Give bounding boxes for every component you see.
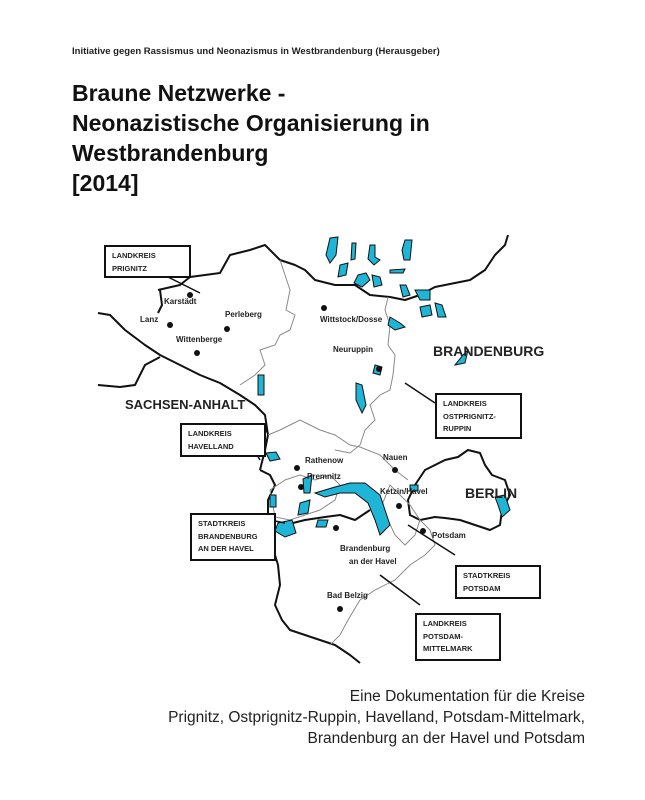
box-landkreis-havelland <box>180 423 266 457</box>
town-bad-belzig: Bad Belzig <box>327 591 368 600</box>
box-line: LANDKREIS <box>423 619 467 628</box>
town-wittstock-dosse: Wittstock/Dosse <box>320 315 383 324</box>
publisher-line: Initiative gegen Rassismus und Neonazismus in Westbrandenburg (Herausgeber) <box>72 46 440 57</box>
town-dot-wittenberge <box>194 350 200 356</box>
town-wittenberge: Wittenberge <box>176 335 223 344</box>
document-subtitle <box>168 686 585 749</box>
town-nauen: Nauen <box>383 453 408 462</box>
town-dot-perleberg <box>224 326 230 332</box>
town-dot-brandenburg <box>333 525 339 531</box>
town-karstaedt: Karstädt <box>164 297 197 306</box>
town-dot-lanz <box>167 322 173 328</box>
subtitle-line-2: Prignitz, Ostprignitz-Ruppin, Havelland, Potsdam-Mittelmark, <box>168 709 585 726</box>
box-line: RUPPIN <box>443 424 472 433</box>
town-potsdam: Potsdam <box>432 531 466 540</box>
box-landkreis-potsdam-mittelmark <box>415 613 501 661</box>
box-line: LANDKREIS <box>443 399 487 408</box>
box-line: STADTKREIS <box>198 519 246 528</box>
town-perleberg: Perleberg <box>225 310 262 319</box>
region-berlin: BERLIN <box>465 485 518 501</box>
title-line-3: Westbrandenburg <box>72 140 269 166</box>
town-dot-rathenow <box>294 465 300 471</box>
region-brandenburg: BRANDENBURG <box>433 343 545 359</box>
town-dot-neuruppin <box>376 366 382 372</box>
box-line: LANDKREIS <box>112 251 156 260</box>
box-line: POTSDAM <box>463 583 501 593</box>
box-landkreis-ostprignitz-ruppin <box>435 393 522 439</box>
box-line: MITTELMARK <box>423 644 473 653</box>
town-dot-premnitz <box>298 484 304 490</box>
region-sachsen-anhalt: SACHSEN-ANHALT <box>125 397 246 412</box>
title-year: [2014] <box>72 170 139 196</box>
town-dot-ketzin <box>396 503 402 509</box>
box-line: OSTPRIGNITZ- <box>443 411 496 421</box>
box-landkreis-prignitz <box>104 245 191 278</box>
title-line-2: Neonazistische Organisierung in <box>72 110 430 136</box>
subtitle-line-1: Eine Dokumentation für die Kreise <box>349 688 585 705</box>
box-line: AN DER HAVEL <box>198 544 254 553</box>
town-dot-nauen <box>392 467 398 473</box>
box-line: LANDKREIS <box>188 429 232 438</box>
box-line: BRANDENBURG <box>198 531 258 541</box>
town-lanz: Lanz <box>140 315 159 324</box>
town-neuruppin: Neuruppin <box>333 345 373 354</box>
box-line: POTSDAM- <box>423 631 463 641</box>
town-dot-wittstock <box>321 305 327 311</box>
subtitle-line-3: Brandenburg an der Havel und Potsdam <box>307 730 585 747</box>
box-line: PRIGNITZ <box>112 263 147 273</box>
box-line: HAVELLAND <box>188 441 234 451</box>
town-dot-bad-belzig <box>337 606 343 612</box>
box-stadtkreis-brandenburg <box>190 513 276 561</box>
map-westbrandenburg <box>90 235 590 675</box>
document-title <box>72 78 430 198</box>
town-brandenburg: Brandenburg <box>340 544 391 553</box>
town-premnitz: Premnitz <box>307 472 341 481</box>
title-line-1: Braune Netzwerke - <box>72 80 286 106</box>
town-dot-potsdam <box>420 528 426 534</box>
box-stadtkreis-potsdam <box>455 565 541 599</box>
box-line: STADTKREIS <box>463 571 511 580</box>
town-an-der-havel: an der Havel <box>349 557 397 566</box>
town-rathenow: Rathenow <box>305 456 344 465</box>
town-ketzin-havel: Ketzin/Havel <box>380 487 428 496</box>
